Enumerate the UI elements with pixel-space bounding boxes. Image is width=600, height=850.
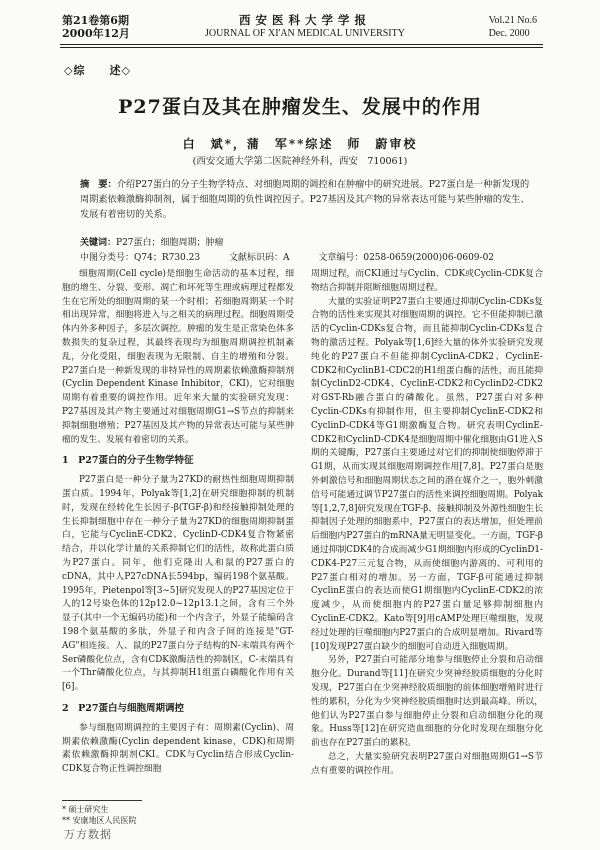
section-1-paragraph: P27蛋白是一种分子量为27KD的耐热性细胞周期抑制蛋白质。1994年，Polyak等[1,2]在研究细胞抑制的机制时，发现在经转化生长因子-β(TGF-β)和经接触抑制处理的生长抑制细胞中存在一种分子量为27KD的细胞周期抑制蛋白，它能与CyclinE-CDK2、CyclinD-CDK4复合物紧密结合，并以化学计量的关系抑制它们的活性，故称此蛋白质为P27蛋白。同年，他们克隆出人和鼠的P27蛋白的cDNA，其中人P27cDNA长594bp，编码198个氨基酸。1995年，Pietenpol等[3~5]研究发现人的P27基因定位于人的12号染色体的12p12.0~12p13.1之间，含有三个外显子(其中一个无编码功能)和一个内含子，外显子能编码含198个氨基酸的多肽，外显子和内含子间的连接是"GT-AG"相连接。人、鼠的P27蛋白分子结构的N-末端具有两个Ser磷酸化位点，含有CDK激酶活性的抑制区，C-末端具有一个Thr磷酸化位点，与其抑制H1组蛋白磷酸化作用有关[6]。 bbox=[62, 475, 294, 693]
journal-header bbox=[0, 0, 600, 46]
continued-paragraph: 周期过程，而CKI通过与Cyclin、CDK或Cyclin-CDK复合物结合抑制并阻断细胞周期过程。 bbox=[311, 269, 543, 293]
right-paragraph-2: 大量的实验证明P27蛋白主要通过抑制Cyclin-CDKs复合物的活性来实现其对细胞周期的调控。它不但能抑制已激活的Cyclin-CDKs复合物，而且能抑制Cyclin-CDKs复合物的激活过程。Polyak等[1,6]经大量的体外实验研究发现纯化的P27蛋白不但能抑制CyclinA-CDK2、CyclinE-CDK2和CyclinB1-CDC2的H1组蛋白酶的活性，而且能抑制CyclinD2-CDK4、CyclinE-CDK2和CyclinD2-CDK2对GST-Rb融合蛋白的磷酸化。虽然，P27蛋白对多种Cyclin-CDKs有抑制作用，但主要抑制CyclinE-CDK2和CyclinD-CDK4等G1期激酶复合物。研究表明CyclinE-CDK2和CyclinD-CDK4是细胞周期中催化细胞由G1进入S期的关键酶，P27蛋白主要通过对它们的抑制使细胞停滞于G1期，从而实现其细胞周期调控作用[7,8]。P27蛋白是胞外刺激信号和细胞周期状态之间的潜在媒介之一，胞外刺激信号可能通过调节P27蛋白的活性来调控细胞周期。Polyak等[1,2,7,8]研究发现在TGF-β、接触抑制及外源性细胞生长抑制因子处理的细胞系中，P27蛋白的表达增加，但处理前后细胞内P27蛋白的mRNA量无明显变化。一方面，TGF-β通过抑制CDK4的合成而减少G1期细胞内形成的CyclinD1-CDK4-P27三元复合物，从而使细胞内游离的、可利用的P27蛋白相对的增加。另一方面，TGF-β可能通过抑制CyclinE蛋白的表达而使G1期细胞内CyclinE-CDK2的浓度减少，从而使细胞内的P27蛋白量足够抑制细胞内CyclinE-CDK2。Kato等[9]用cAMP处理巨噬细胞，发现经过处理的巨噬细胞内P27蛋白的合成明显增加。Rivard等[10]发现P27蛋白缺少的细胞可自动进入细胞周期。 bbox=[311, 296, 543, 652]
volume-en: Vol.21 No.6 bbox=[488, 15, 537, 26]
watermark: 万方数据 bbox=[64, 828, 112, 841]
section-heading-2: 2 P27蛋白与细胞周期调控 bbox=[62, 702, 184, 714]
footnote-1: * 硕士研究生 bbox=[62, 805, 109, 814]
volume-info-en bbox=[489, 14, 537, 40]
journal-title-cn: 西安医科大学学报 bbox=[239, 13, 371, 27]
footnote-2: ** 安康地区人民医院 bbox=[62, 816, 137, 825]
header-rule-thin bbox=[60, 47, 543, 48]
clc-number: 中图分类号：Q74；R730.23 bbox=[80, 253, 201, 263]
volume-info-cn bbox=[62, 14, 130, 40]
intro-paragraph: 细胞周期(Cell cycle)是细胞生命活动的基本过程，细胞的增生、分裂、变形、凋亡和坏死等生理或病理过程都发生在它所处的细胞周期的某一个时相；若细胞周期某一个时相出现异常，细胞将进入与之相关的病理过程。细胞周期受体内外多种因子，多层次调控。肿瘤的发生是正常染色体多数损失的复杂过程，其最终表现均为细胞周期调控机制紊乱，分化受阻，细胞表现为无限制、自主的增殖和分裂。P27蛋白是一种新发现的非特异性的周期素依赖激酶抑制剂(Cyclin Dependent Kinase Inhibitor，CKI)，它对细胞周期有着重要的调控作用。近年来大量的实验研究发现：P27基因及其产物主要通过对细胞周期G1→S节点的抑制来抑制细胞增殖；P27基因及其产物的异常表达可能与某些肿瘤的发生、发展有着密切的关系。 bbox=[62, 269, 294, 445]
authors: 白 斌*，蒲 军**综述 师 蔚审校 bbox=[182, 137, 418, 151]
abstract bbox=[80, 177, 535, 222]
date-cn: 2000年12月 bbox=[62, 27, 130, 40]
volume-cn: 第21卷第6期 bbox=[62, 14, 129, 27]
article-meta bbox=[80, 236, 550, 266]
classification bbox=[80, 251, 550, 266]
article-title: P27蛋白及其在肿瘤发生、发展中的作用 bbox=[118, 96, 482, 118]
section-heading-1: 1 P27蛋白的分子生物学特征 bbox=[62, 455, 194, 467]
article-id: 文章编号：0258-0659(2000)06-0609-02 bbox=[318, 253, 495, 263]
keywords bbox=[80, 236, 550, 251]
header-rule-thick bbox=[60, 44, 543, 45]
keywords-text: P27蛋白；细胞周期；肿瘤 bbox=[116, 238, 224, 248]
left-column bbox=[62, 268, 294, 777]
right-paragraph-3: 另外，P27蛋白可能部分地参与细胞停止分裂和启动细胞分化。Durand等[11]在研究少突神经胶质细胞的分化时发现，P27蛋白在少突神经胶质细胞的前体细胞增殖时进行性的累积，分化为少突神经胶质细胞时达到最高峰。所以，他们认为P27蛋白参与细胞停止分裂和启动细胞分化的现象。Huss等[12]在研究造血细胞的分化时发现在细胞分化前也存在P27蛋白的累积。 bbox=[311, 655, 543, 749]
journal-title bbox=[170, 14, 440, 40]
abstract-text: 介绍P27蛋白的分子生物学特点、对细胞周期的调控和在肿瘤中的研究进展。P27蛋白是一种新发现的周期素依赖激酶抑制剂，属于细胞周期的负性调控因子。P27基因及其产物的异常表达可能与某些肿瘤的发生、发展有着密切的关系。 bbox=[80, 179, 530, 220]
abstract-label: 摘 要： bbox=[80, 179, 117, 190]
date-en: Dec. 2000 bbox=[488, 28, 530, 39]
affiliation: (西安交通大学第二医院神经外科，西安 710061) bbox=[192, 156, 408, 167]
document-code: 文献标识码：A bbox=[228, 253, 290, 263]
journal-title-en: JOURNAL OF XI'AN MEDICAL UNIVERSITY bbox=[205, 28, 405, 39]
section-2-paragraph: 参与细胞周期调控的主要因子有：周期素(Cyclin)、周期素依赖激酶(Cyclin dependent kinase，CDK)和周期素依赖激酶抑制剂CKI。CDK与Cyclin结合形成Cyclin-CDK复合物正性调控细胞 bbox=[62, 722, 294, 775]
right-column bbox=[311, 268, 543, 778]
right-paragraph-4: 总之，大量实验研究表明P27蛋白对细胞周期G1→S节点有重要的调控作用。 bbox=[311, 751, 543, 776]
keywords-label: 关键词： bbox=[80, 238, 117, 248]
footnotes bbox=[62, 804, 137, 826]
footnote-rule bbox=[62, 800, 142, 801]
section-tag: ◇综 述◇ bbox=[64, 64, 131, 77]
